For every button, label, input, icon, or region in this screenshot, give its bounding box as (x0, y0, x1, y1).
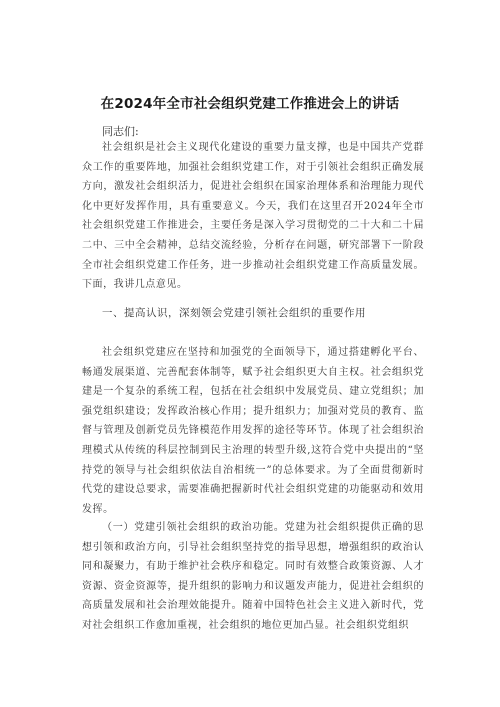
paragraph-text: （一）党建引领社会组织的政治功能。党建为社会组织提供正确的思想引领和政治方向，引导社会组织坚持党的指导思想，增强组织的政治认同和凝聚力，有助于维护社会秩序和稳定。同时有效整合政策资源、人才资源、资金资源等，提升组织的影响力和议题发声能力，促进社会组织的高质量发展和社会治理效能提升。随着中国特色社会主义进入新时代，党对社会组织工作愈加重视，社会组织的地位更加凸显。社会组织党组织 (82, 522, 424, 631)
paragraph-subsection-one (82, 518, 424, 636)
paragraph-text: 社会组织党建应在坚持和加强党的全面领导下，通过搭建孵化平台、畅通发展渠道、完善配套体制等，赋予社会组织更大自主权。社会组织党建是一个复杂的系统工程，包括在社会组织中发展党员、建立党组织；加强党组织建设；发挥政治核心作用；提升组织力；加强对党员的教育、监督与管理及创新党员先锋模范作用发挥的途径等环节。体现了社会组织治理模式从传统的科层控制到民主治理的转型升级,这符合党中央提出的“坚持党的领导与社会组织依法自治相统一”的总体要求。为了全面贯彻新时代党的建设总要求，需要准确把握新时代社会组织党建的功能驱动和效用发挥。 (82, 347, 424, 515)
section-heading: 一、提高认识，深刻领会党建引领社会组织的重要作用 (102, 307, 366, 319)
document-title: 在2024年全市社会组织党建工作推进会上的讲话 (100, 96, 400, 112)
paragraph-intro (82, 138, 424, 295)
paragraph-text: 社会组织是社会主义现代化建设的重要力量支撑，也是中国共产党群众工作的重要阵地，加强社会组织党建工作，对于引领社会组织正确发展方向，激发社会组织活力，促进社会组织在国家治理体系和治理能力现代化中更好发挥作用，具有重要意义。今天，我们在这里召开2024年全市社会组织党建工作推进会，主要任务是深入学习贯彻党的二十大和二十届二中、三中全会精神，总结交流经验，分析存在问题，研究部署下一阶段全市社会组织党建工作任务，进一步推动社会组织党建工作高质量发展。下面，我讲几点意见。 (82, 142, 424, 291)
paragraph-section-one (82, 343, 424, 519)
salutation: 同志们: (102, 125, 139, 138)
